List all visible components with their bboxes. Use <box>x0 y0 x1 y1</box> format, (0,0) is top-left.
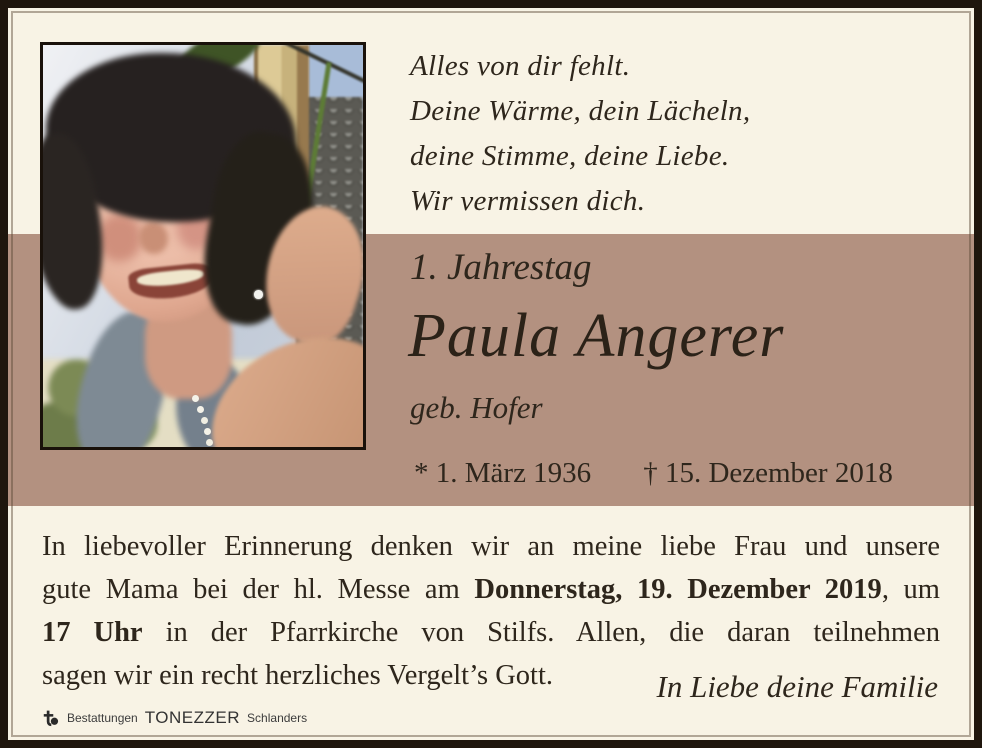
funeral-home-name: TONEZZER <box>144 708 241 727</box>
poem-line: Wir vermissen dich. <box>410 185 646 217</box>
memorial-text: In liebevoller Erinnerung denken wir an meine liebe Frau und unsere <box>42 531 940 562</box>
memorial-date-bold: Donnerstag, 19. Dezember 2019 <box>474 574 882 605</box>
memorial-line <box>42 568 940 611</box>
memorial-text: gute Mama bei der hl. Messe am <box>42 574 475 605</box>
condolence-poem <box>410 44 750 224</box>
memorial-time-bold: 17 Uhr <box>42 617 143 648</box>
poem-line: deine Stimme, deine Liebe. <box>410 140 730 172</box>
photo-cheek <box>97 214 142 262</box>
memorial-line <box>42 525 940 568</box>
poem-line: Deine Wärme, dein Lächeln, <box>410 95 751 127</box>
memorial-text: sagen wir ein recht herzliches Vergelt’s Gott. <box>42 660 553 691</box>
portrait-photo <box>40 42 366 450</box>
anniversary-label: 1. Jahrestag <box>410 247 592 288</box>
closing-family-signature: In Liebe deine Familie <box>656 669 938 704</box>
deceased-name: Paula Angerer <box>408 302 785 370</box>
maiden-name: geb. Hofer <box>410 390 543 425</box>
funeral-home-type: Bestattungen <box>67 711 138 725</box>
life-dates <box>414 457 893 490</box>
death-date: † 15. Dezember 2018 <box>643 457 893 489</box>
memorial-text: in der Pfarrkirche von Stilfs. Allen, die daran teilnehmen <box>142 617 940 648</box>
memorial-line <box>42 611 940 654</box>
tonezzer-logo-icon <box>41 709 60 728</box>
photo-pearl-earring <box>254 290 262 299</box>
poem-line: Alles von dir fehlt. <box>410 50 631 82</box>
funeral-home-logo <box>41 708 307 728</box>
birth-date: * 1. März 1936 <box>414 457 592 489</box>
funeral-home-location: Schlanders <box>247 711 308 725</box>
memorial-text: , um <box>881 574 940 605</box>
photo-pearl-necklace <box>192 395 199 402</box>
